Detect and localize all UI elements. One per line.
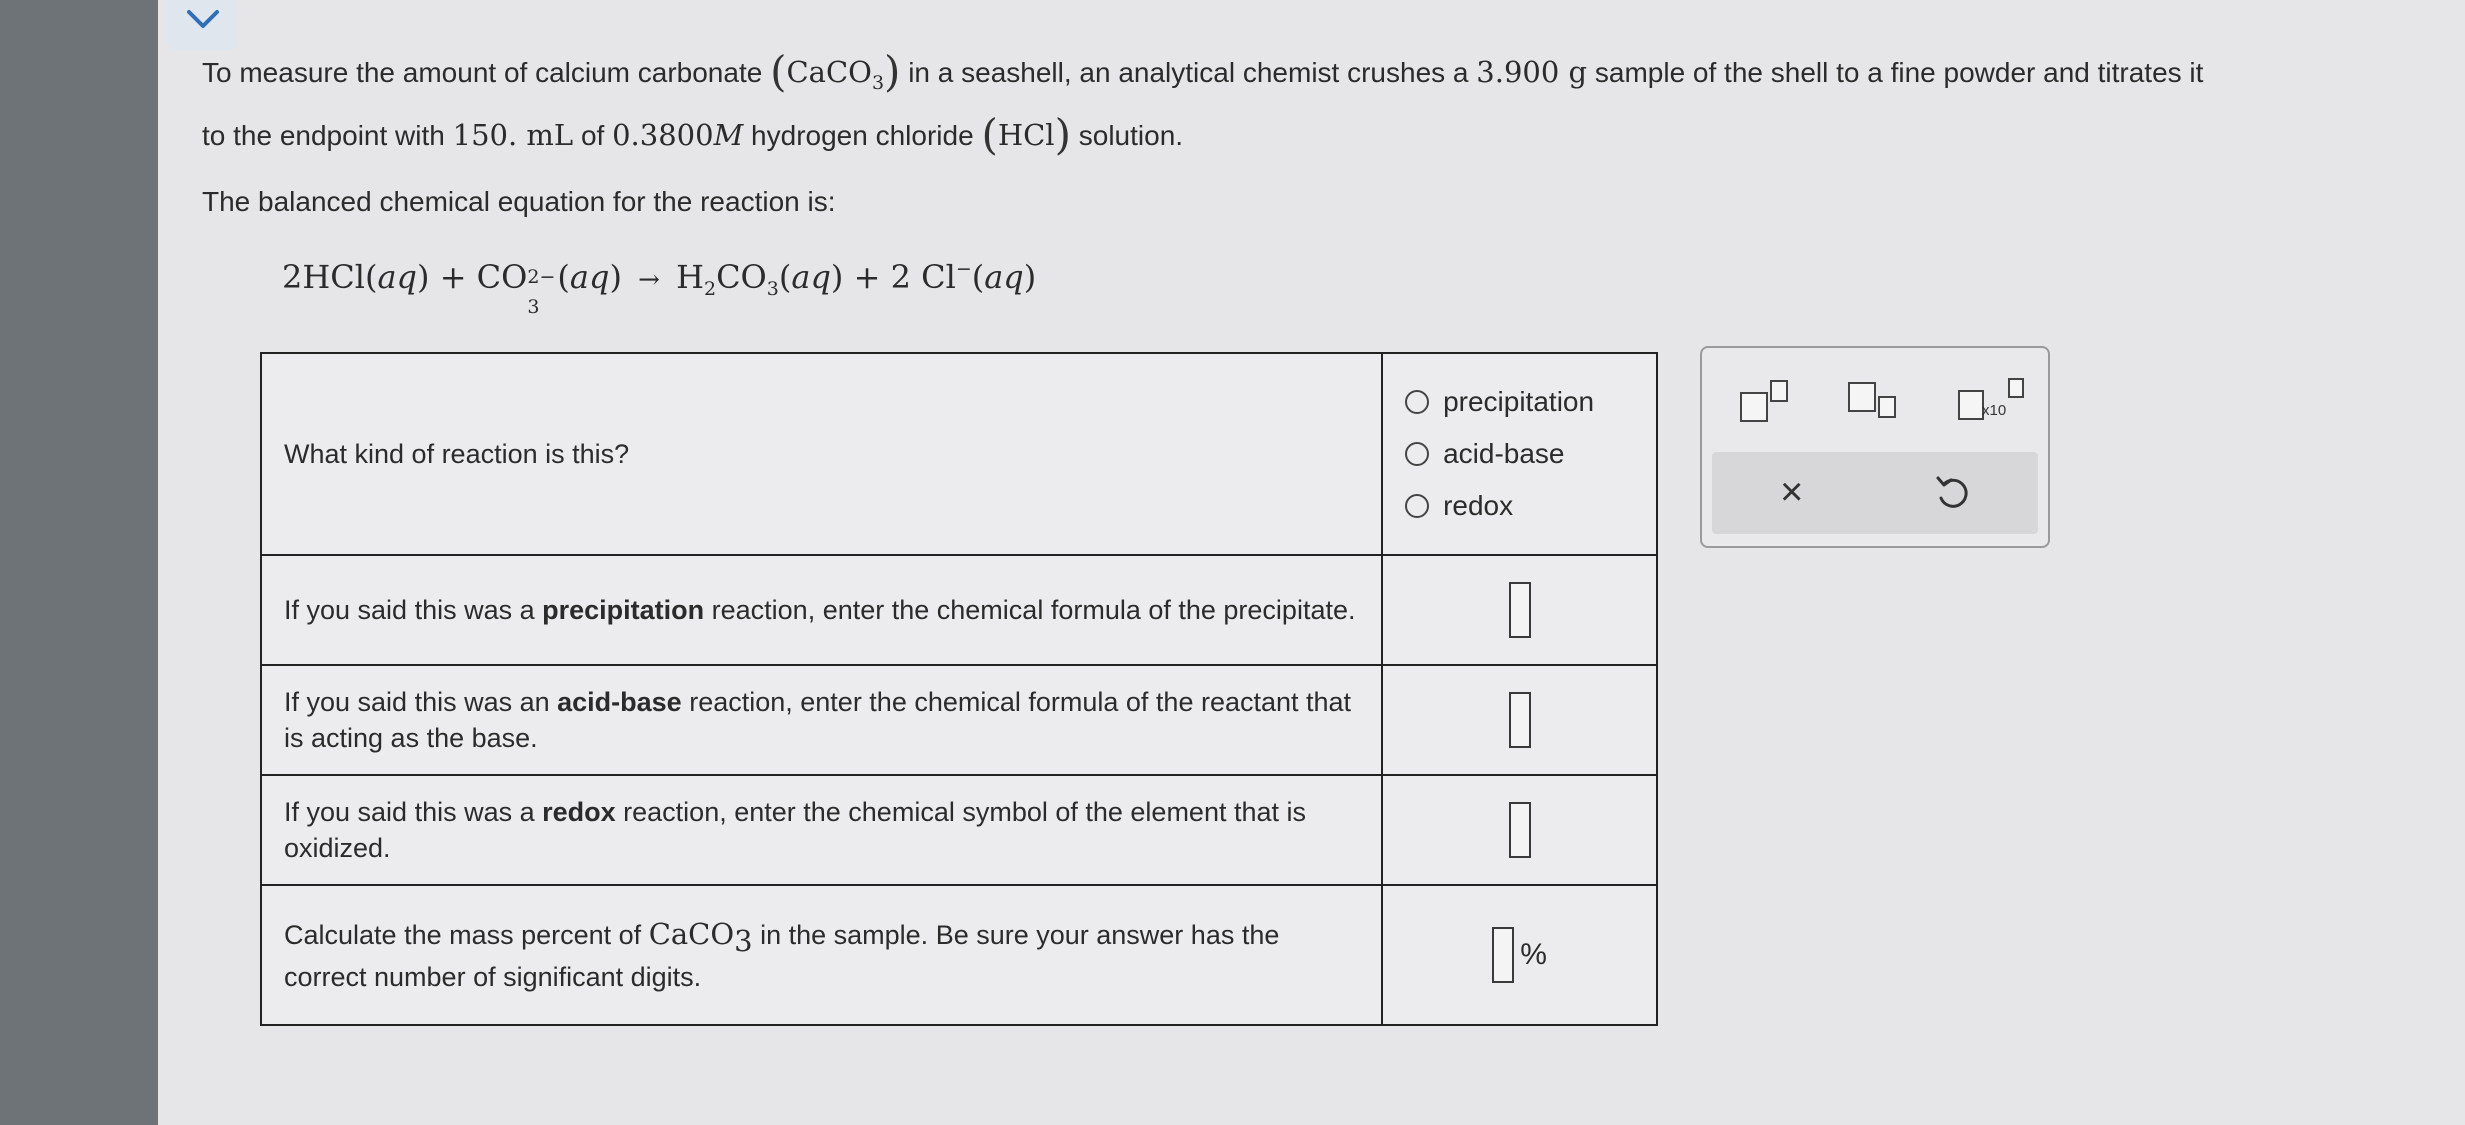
problem-statement: To measure the amount of calcium carbonate (CaCO$_3$) in a seashell, an analytical chemist crushes a 3.900 g sample of the shell to a fine powder and titrates it to the endpoint with 150. mL of 0.3800M hydrogen chloride (HCl) solution. [202,47,2204,159]
chevron-down-icon [186,8,220,30]
table-row [261,775,1657,885]
percent-unit: % [1520,938,1547,971]
question-page [158,0,2465,1125]
reaction-arrow: → [638,265,660,295]
table-row [261,353,1657,555]
undo-icon [1934,472,1970,512]
undo-button[interactable] [1934,472,1970,517]
titrant-molarity: 0.3800 [612,118,714,152]
caco3-formula: CaCO$_3$ [786,55,885,94]
left-edge [0,0,158,1125]
toolbar-actions [1712,452,2038,534]
mass-percent-input[interactable] [1492,927,1514,983]
table-row [261,885,1657,1025]
question-precipitate: If you said this was a precipitation reaction, enter the chemical formula of the precipitate. [261,555,1382,665]
balanced-equation: 2HCl(aq) + CO 2− 3 $(aq) \to H_2CO_3(aq) + 2$ Cl−(aq) [282,258,1037,318]
table-row [261,555,1657,665]
radio-circle-icon [1405,494,1429,518]
question-table [260,352,1658,1026]
question-mass-percent: Calculate the mass percent of CaCO$_3$ in the sample. Be sure your answer has the correct number of significant digits. [261,885,1382,1025]
precipitate-input[interactable] [1509,582,1531,638]
oxidized-input[interactable] [1509,802,1531,858]
intro-text: To measure the amount of calcium carbonate [202,57,771,88]
clear-button[interactable]: × [1780,470,1804,514]
scientific-notation-button[interactable]: x10 [1958,378,2022,422]
radio-circle-icon [1405,390,1429,414]
equation-label: The balanced chemical equation for the reaction is: [202,186,836,217]
radio-circle-icon [1405,442,1429,466]
question-oxidized: If you said this was a redox reaction, enter the chemical symbol of the element that is oxidized. [261,775,1382,885]
question-reaction-type: What kind of reaction is this? [261,353,1382,555]
reaction-type-options [1382,353,1657,555]
radio-redox[interactable]: redox [1405,480,1634,532]
question-base: If you said this was an acid-base reaction, enter the chemical formula of the reactant that is acting as the base. [261,665,1382,775]
titrant-volume: 150. mL [452,118,574,152]
subscript-button[interactable] [1848,378,1900,422]
radio-precipitation[interactable]: precipitation [1405,376,1634,428]
base-input[interactable] [1509,692,1531,748]
collapse-toggle[interactable] [166,0,238,50]
sample-mass: 3.900 g [1476,55,1588,89]
table-row [261,665,1657,775]
superscript-button[interactable] [1740,378,1792,422]
hcl-formula: HCl [997,118,1055,152]
math-toolbar [1700,346,2050,548]
radio-acid-base[interactable]: acid-base [1405,428,1634,480]
